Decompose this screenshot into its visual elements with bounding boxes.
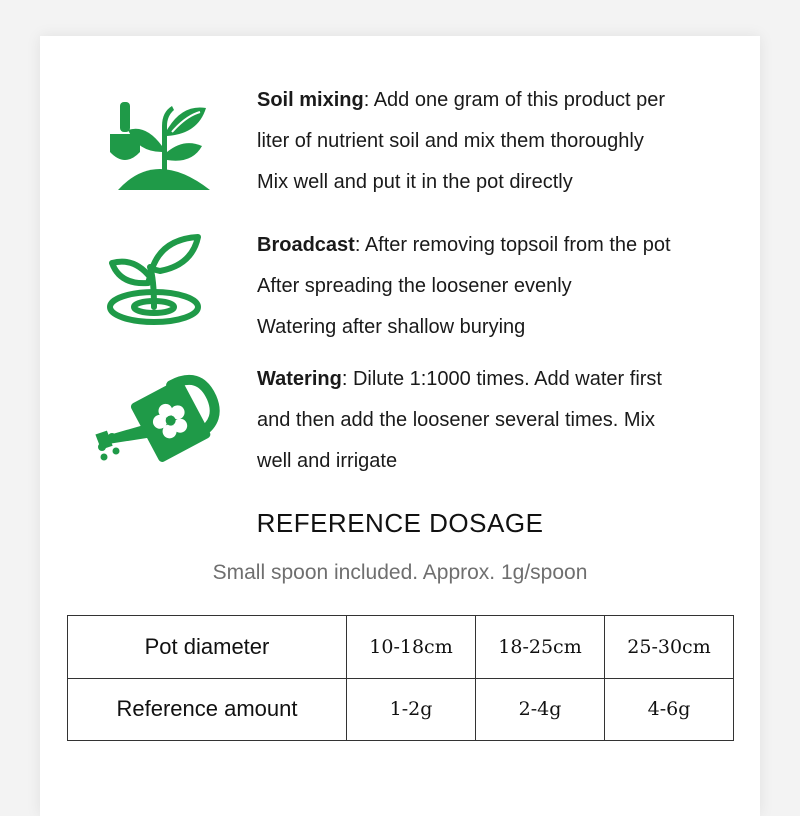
step-term: Broadcast [257,234,355,256]
step-line: liter of nutrient soil and mix them thoroughly [257,130,644,152]
step-line: well and irrigate [257,450,398,472]
soil-mixing-icon [98,90,214,206]
table-row [68,678,734,741]
step-line: : After removing topsoil from the pot [354,234,671,256]
dosage-title: REFERENCE DOSAGE [256,508,544,538]
step-line: : Add one gram of this product per [363,89,665,111]
dosage-table [67,615,734,741]
step-soil-mixing-text [257,80,665,203]
step-line: Mix well and put it in the pot directly [257,171,573,193]
step-line: and then add the loosener several times. Mix [257,409,655,431]
table-row [68,616,734,679]
seedling-icon [98,227,214,343]
step-watering-text [257,359,662,482]
instruction-card [40,36,760,816]
table-cell: 4-6g [605,678,734,741]
table-cell: 1-2g [347,678,476,741]
step-line: After spreading the loosener evenly [257,275,572,297]
row-header: Pot diameter [68,616,347,679]
step-line: : Dilute 1:1000 times. Add water first [341,368,662,390]
table-cell: 18-25cm [476,616,605,679]
step-term: Watering [257,368,342,390]
step-line: Watering after shallow burying [257,316,526,338]
table-cell: 10-18cm [347,616,476,679]
watering-can-icon [92,363,222,479]
row-header: Reference amount [68,678,347,741]
step-term: Soil mixing [257,89,364,111]
table-cell: 25-30cm [605,616,734,679]
table-cell: 2-4g [476,678,605,741]
dosage-subtitle: Small spoon included. Approx. 1g/spoon [212,561,588,584]
step-broadcast-text [257,225,671,348]
